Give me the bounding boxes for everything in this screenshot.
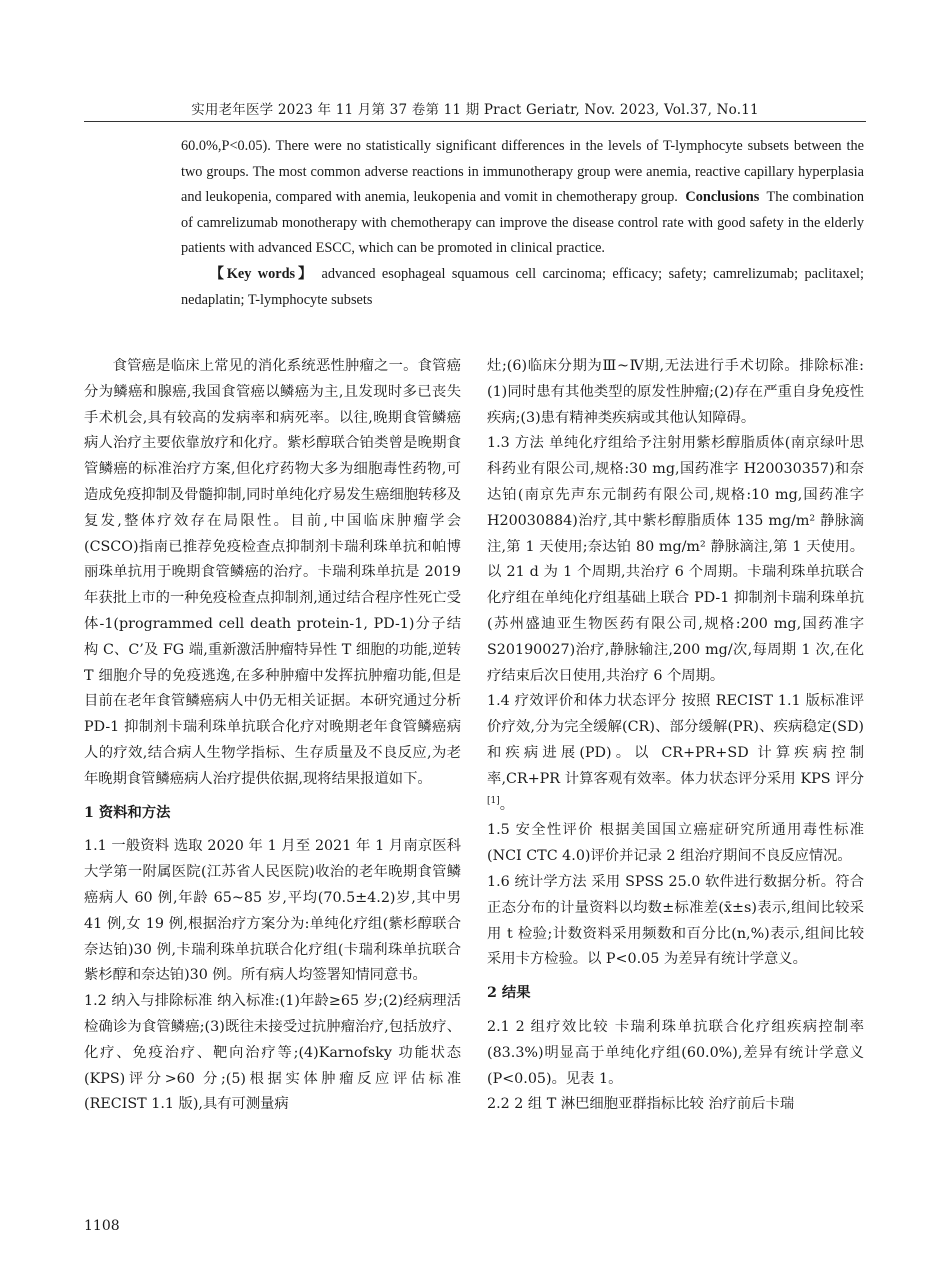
keywords-text: advanced esophageal squamous cell carcinoma; efficacy; safety; camrelizumab; paclitaxel; nedaplatin; T-lymphocyte subsets: [181, 265, 864, 308]
subsection-1-1: 1.1 一般资料 选取 2020 年 1 月至 2021 年 1 月南京医科大学第一附属医院(江苏省人民医院)收治的老年晚期食管鳞癌病人 60 例,年龄 65~85 岁,平均(70.5±4.2)岁,其中男 41 例,女 19 例,根据治疗方案分为:单纯化疗组(紫杉醇联合奈达铂)30 例,卡瑞利珠单抗联合化疗组(卡瑞利珠单抗联合紫杉醇和奈达铂)30 例。所有病人均签署知情同意书。: [84, 838, 461, 984]
page-number: 1108: [84, 1218, 120, 1234]
right-column: [487, 354, 864, 1118]
subsection-1-4: [487, 689, 864, 818]
conclusions-label: Conclusions: [685, 189, 760, 206]
english-abstract: [181, 134, 864, 313]
abstract-paragraph: [181, 134, 864, 262]
header-rule: [84, 121, 866, 122]
abstract-results-text: 60.0%,P<0.05). There were no statistically significant differences in the levels of T-lymphocyte subsets between the two groups. The most common adverse reactions in immunotherapy group were anemia, reactive capillary hyperplasia and leukopenia, compared with anemia, leukopenia and vomit in chemotherapy group.: [181, 138, 864, 206]
subsection-1-3: 1.3 方法 单纯化疗组给予注射用紫杉醇脂质体(南京绿叶思科药业有限公司,规格:30 mg,国药准字 H20030357)和奈达铂(南京先声东元制药有限公司,规格:10 mg,国药准字 H20030884)治疗,其中紫杉醇脂质体 135 mg/m² 静脉滴注,第 1 天使用;奈达铂 80 mg/m² 静脉滴注,第 1 天使用。以 21 d 为 1 个周期,共治疗 6 个周期。卡瑞利珠单抗联合化疗组在单纯化疗组基础上联合 PD-1 抑制剂卡瑞利珠单抗(苏州盛迪亚生物医药有限公司,规格:200 mg,国药准字 S20190027)治疗,静脉输注,200 mg/次,每周期 1 次,在化疗结束后次日使用,共治疗 6 个周期。: [487, 435, 864, 684]
subsection-1-2-continued: 灶;(6)临床分期为Ⅲ~Ⅳ期,无法进行手术切除。排除标准:(1)同时患有其他类型的原发性肿瘤;(2)存在严重自身免疫性疾病;(3)患有精神类疾病或其他认知障碍。: [487, 358, 864, 426]
section-heading-results: 2 结果: [487, 985, 531, 1002]
keywords-paragraph: [181, 262, 864, 313]
running-head: 实用老年医学 2023 年 11 月第 37 卷第 11 期 Pract Geriatr, Nov. 2023, Vol.37, No.11: [191, 102, 759, 118]
section-heading-methods: 1 资料和方法: [84, 804, 171, 821]
abstract-conclusions-text: The combination of camrelizumab monotherapy with chemotherapy can improve the disease control rate with good safety in the elderly patients with advanced ESCC, which can be promoted in clinical practice.: [181, 189, 864, 257]
subsection-1-4-text: 1.4 疗效评价和体力状态评分 按照 RECIST 1.1 版标准评价疗效,分为完全缓解(CR)、部分缓解(PR)、疾病稳定(SD)和疾病进展(PD)。以 CR+PR+SD 计算疾病控制率,CR+PR 计算客观有效率。体力状态评分采用 KPS 评分: [487, 693, 864, 787]
subsection-1-2: 1.2 纳入与排除标准 纳入标准:(1)年龄≥65 岁;(2)经病理活检确诊为食管鳞癌;(3)既往未接受过抗肿瘤治疗,包括放疗、化疗、免疫治疗、靶向治疗等;(4)Karnofsky 功能状态(KPS)评分>60 分;(5)根据实体肿瘤反应评估标准(RECIST 1.1 版),具有可测量病: [84, 993, 461, 1113]
keywords-label: 【Key words】: [209, 265, 316, 282]
citation-ref: [1]: [487, 795, 500, 806]
subsection-1-5: 1.5 安全性评价 根据美国国立癌症研究所通用毒性标准(NCI CTC 4.0)评价并记录 2 组治疗期间不良反应情况。: [487, 822, 864, 865]
left-column: [84, 354, 461, 1118]
subsection-1-6: 1.6 统计学方法 采用 SPSS 25.0 软件进行数据分析。符合正态分布的计量资料以均数±标准差(x̄±s)表示,组间比较采用 t 检验;计数资料采用频数和百分比(n,%)表示,组间比较采用卡方检验。以 P<0.05 为差异有统计学意义。: [487, 873, 864, 968]
subsection-2-2: 2.2 2 组 T 淋巴细胞亚群指标比较 治疗前后卡瑞: [487, 1096, 795, 1113]
intro-paragraph: 食管癌是临床上常见的消化系统恶性肿瘤之一。食管癌分为鳞癌和腺癌,我国食管癌以鳞癌为主,且发现时多已丧失手术机会,具有较高的发病率和病死率。以往,晚期食管鳞癌病人治疗主要依靠放疗和化疗。紫杉醇联合铂类曾是晚期食管鳞癌的标准治疗方案,但化疗药物大多为细胞毒性药物,可造成免疫抑制及骨髓抑制,同时单纯化疗易发生癌细胞转移及复发,整体疗效存在局限性。目前,中国临床肿瘤学会(CSCO)指南已推荐免疫检查点抑制剂卡瑞利珠单抗和帕博丽珠单抗用于晚期食管鳞癌的治疗。卡瑞利珠单抗是 2019 年获批上市的一种免疫检查点抑制剂,通过结合程序性死亡受体-1(programmed cell death protein-1, PD-1)分子结构 C、C’及 FG 端,重新激活肿瘤特异性 T 细胞的功能,逆转 T 细胞介导的免疫逃逸,在多种肿瘤中发挥抗肿瘤功能,但是目前在老年食管鳞癌病人中仍无相关证据。本研究通过分析 PD-1 抑制剂卡瑞利珠单抗联合化疗对晚期老年食管鳞癌病人的疗效,结合病人生物学指标、生存质量及不良反应,为老年晚期食管鳞癌病人治疗提供依据,现将结果报道如下。: [84, 358, 461, 787]
subsection-2-1: 2.1 2 组疗效比较 卡瑞利珠单抗联合化疗组疾病控制率(83.3%)明显高于单纯化疗组(60.0%),差异有统计学意义(P<0.05)。见表 1。: [487, 1018, 864, 1087]
subsection-1-4-end: 。: [499, 796, 515, 813]
